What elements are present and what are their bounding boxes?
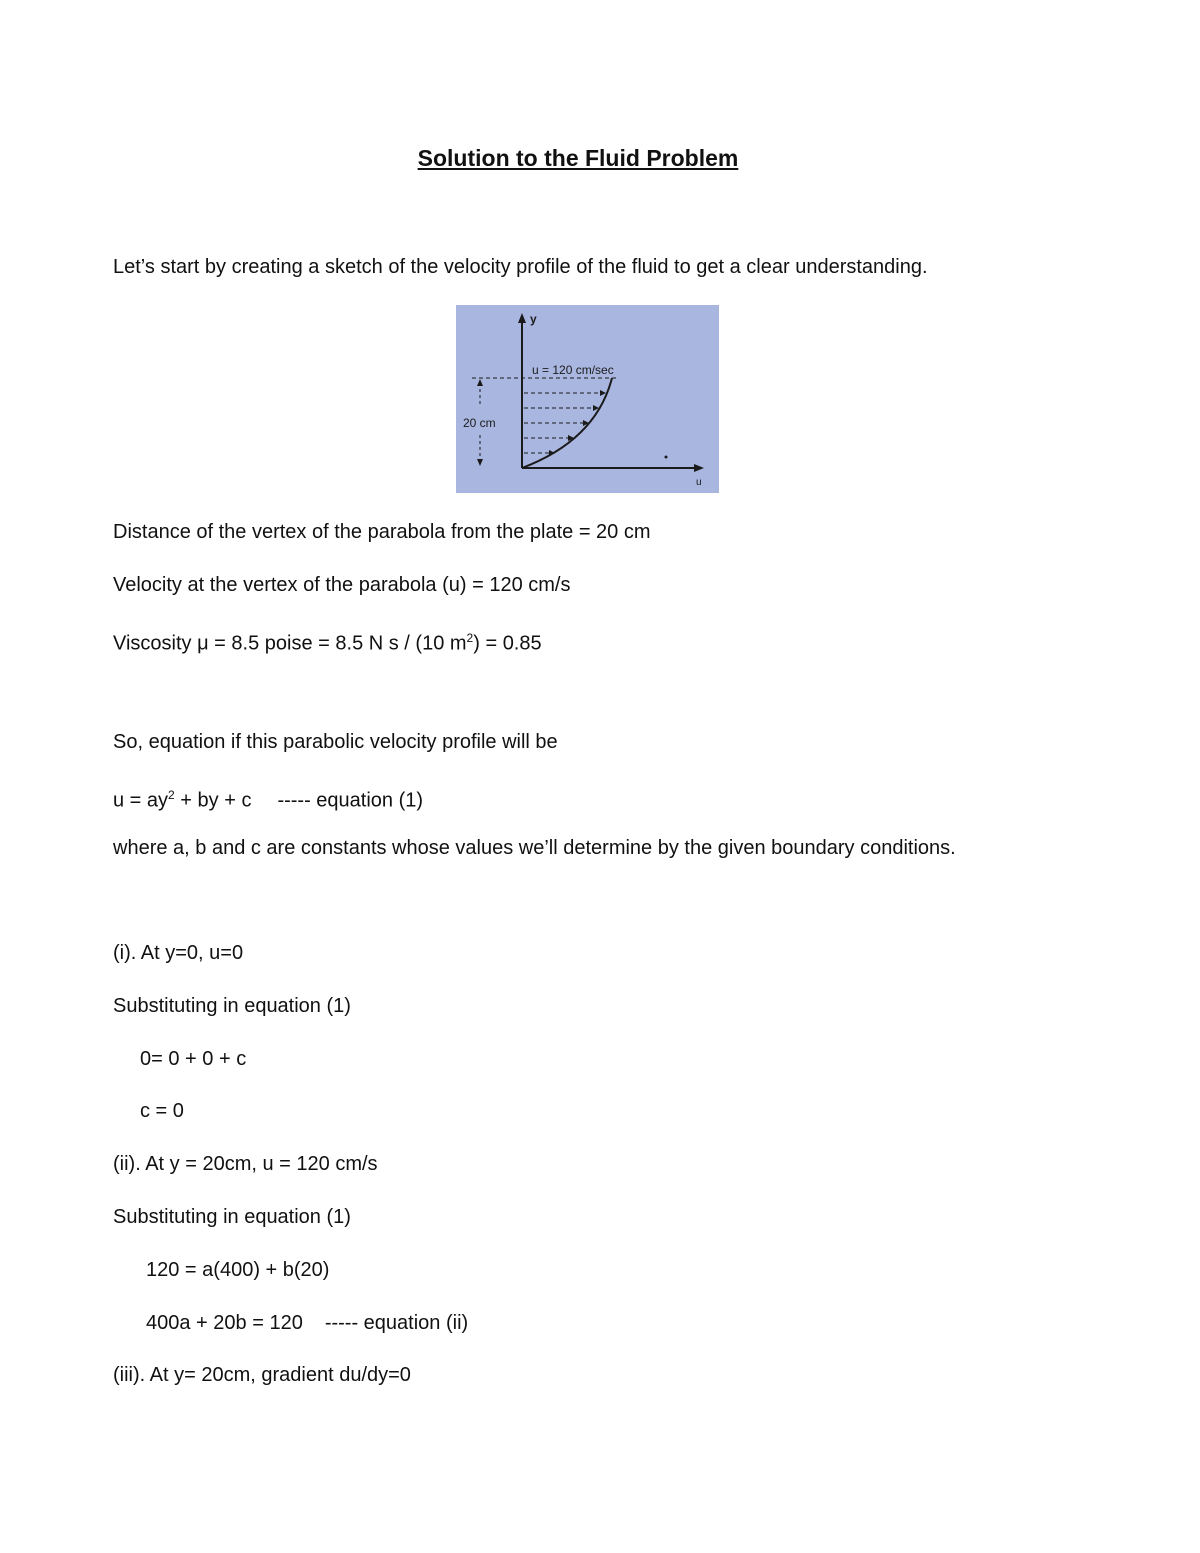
y-axis-arrow-icon [518,313,526,323]
condition-1-substitution: Substituting in equation (1) [113,995,351,1017]
equation-line [113,782,423,814]
condition-1-equation-2: c = 0 [140,1100,184,1122]
equation-ii-label: ----- equation (ii) [324,1312,469,1334]
x-axis-arrow-icon [694,464,704,472]
viscosity-result: ) = 0.85 [473,632,542,655]
velocity-profile-sketch [456,305,719,493]
equation-intro: So, equation if this parabolic velocity profile will be [113,731,558,753]
y-axis-label: y [530,312,537,326]
condition-1-equation-1: 0= 0 + 0 + c [140,1048,247,1070]
dimension-arrow-down-icon [477,459,483,466]
viscosity-text: Viscosity μ = 8.5 poise = 8.5 N s / (10 m [113,632,467,655]
viscosity-superscript: 2 [466,631,474,645]
given-distance: Distance of the vertex of the parabola from the plate = 20 cm [113,521,651,543]
intro-text: Let’s start by creating a sketch of the velocity profile of the fluid to get a clear understanding. [113,256,928,278]
stray-dot [665,456,668,459]
condition-1-heading: (i). At y=0, u=0 [113,942,244,964]
velocity-label: u = 120 cm/sec [532,363,614,377]
condition-3-heading: (iii). At y= 20cm, gradient du/dy=0 [113,1364,411,1386]
velocity-profile-figure [456,305,719,493]
arrowhead-icon [600,390,606,396]
given-viscosity [113,625,542,657]
condition-2-equation-2 [146,1310,468,1336]
condition-2-heading: (ii). At y = 20cm, u = 120 cm/s [113,1153,378,1175]
constants-note: where a, b and c are constants whose values we’ll determine by the given boundary conditions. [113,837,956,859]
height-label: 20 cm [463,416,496,430]
condition-2-equation-1: 120 = a(400) + b(20) [146,1259,330,1281]
given-velocity: Velocity at the vertex of the parabola (u) = 120 cm/s [113,574,571,596]
equation-text: u = ay [113,789,169,812]
equation-rest: + by + c [174,789,252,812]
condition-2-substitution: Substituting in equation (1) [113,1206,351,1228]
dimension-arrow-up-icon [477,379,483,386]
equation-label: ----- equation (1) [277,789,424,812]
equation-superscript: 2 [168,788,175,802]
arrowhead-icon [549,450,555,456]
equation-ii-text: 400a + 20b = 120 [146,1312,303,1334]
x-axis-label: u [696,477,702,488]
document-title: Solution to the Fluid Problem [417,145,739,171]
